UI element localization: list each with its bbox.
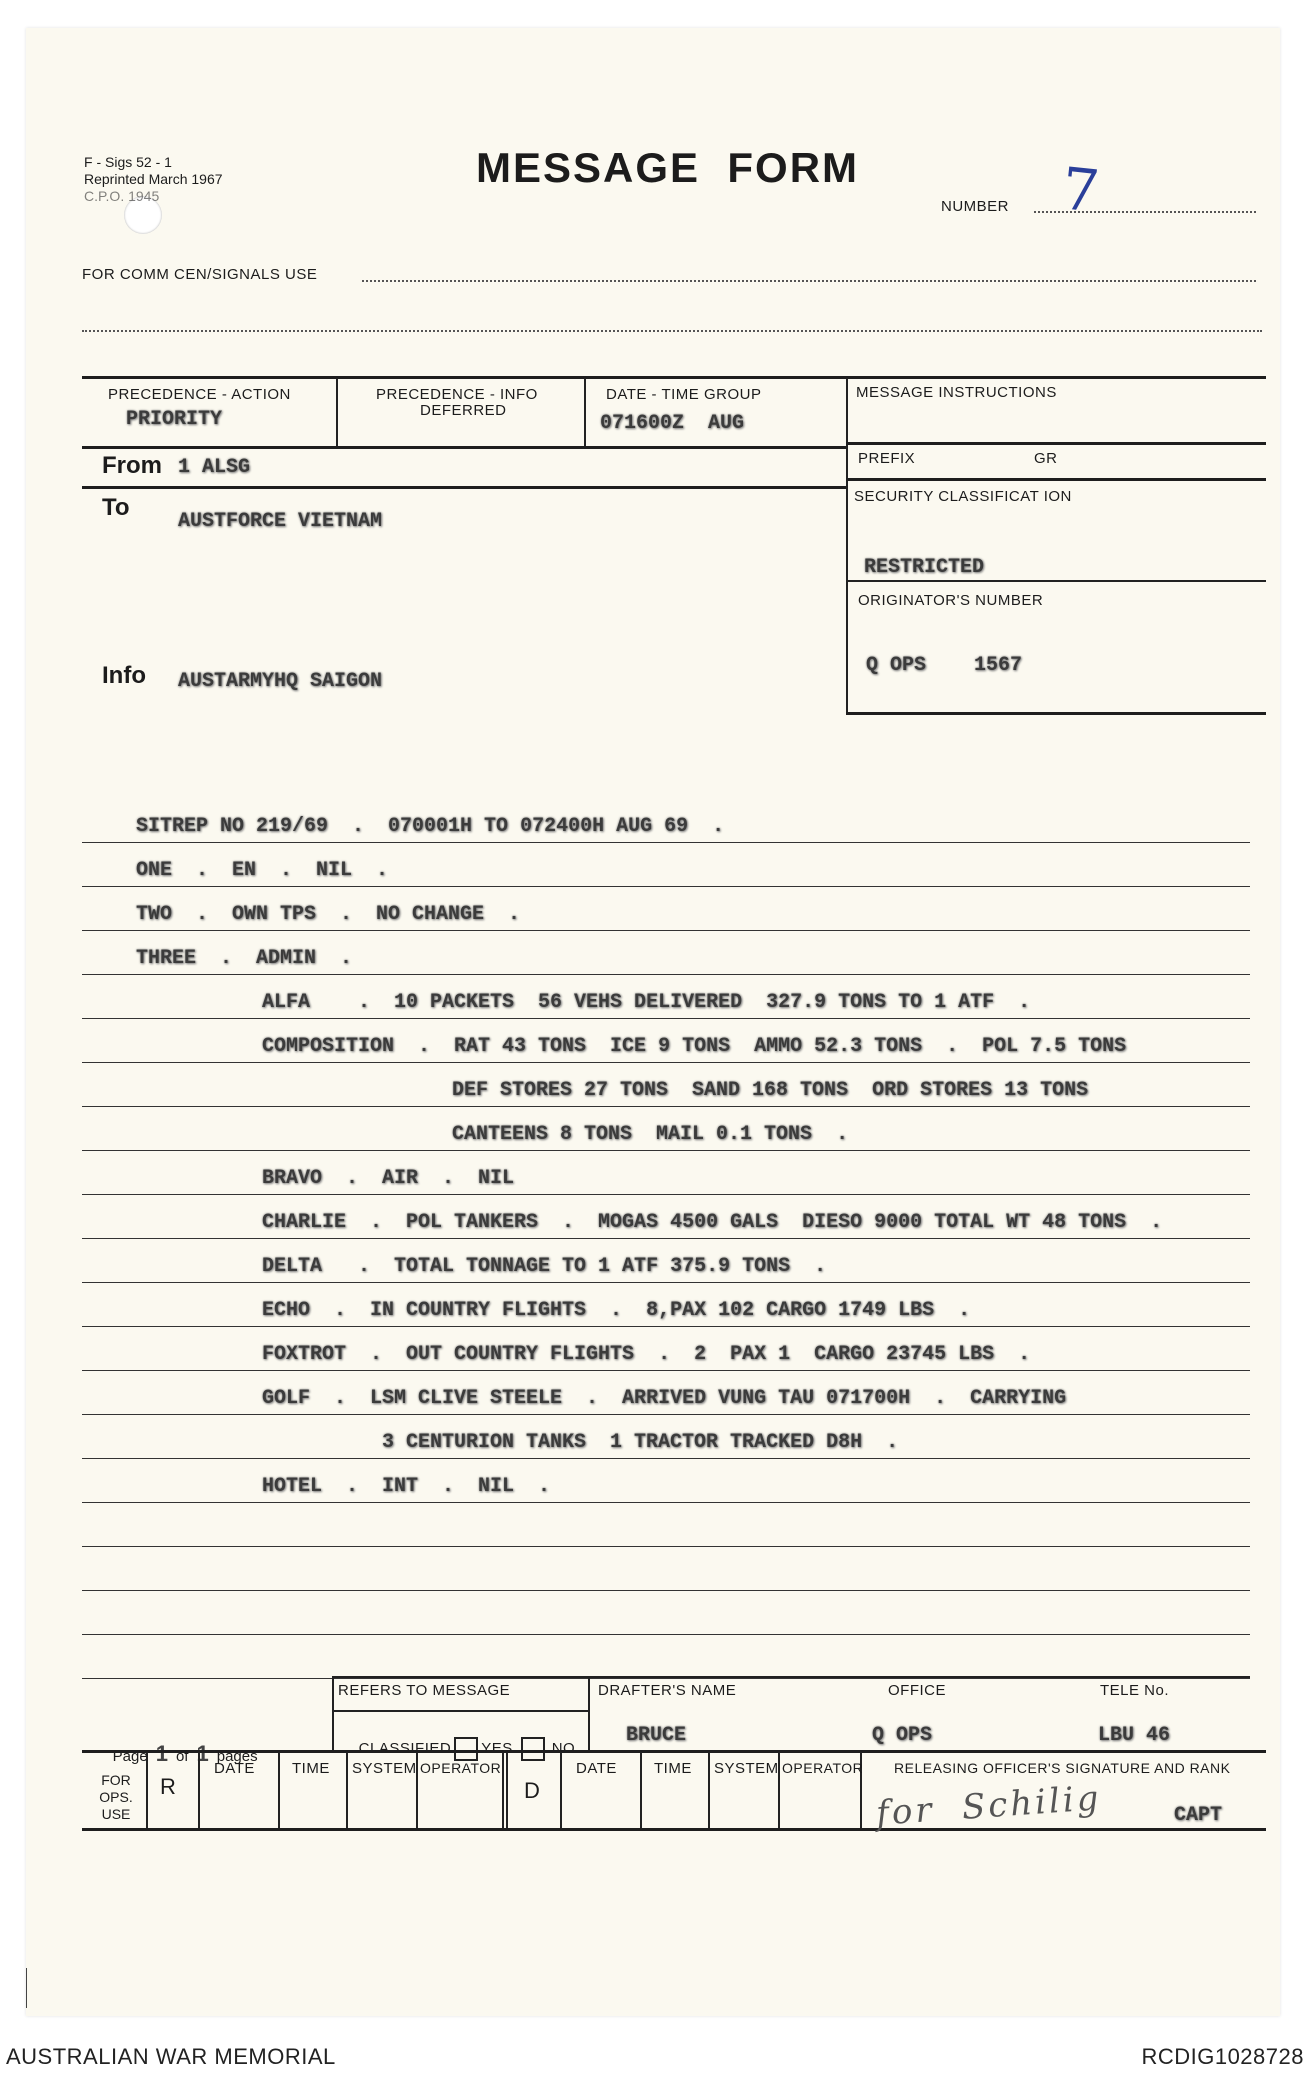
system-label-d: SYSTEM	[714, 1760, 779, 1777]
precedence-action-label: PRECEDENCE - ACTION	[108, 386, 291, 403]
to-label: To	[102, 494, 130, 521]
form-code-line2: Reprinted March 1967	[84, 171, 223, 187]
body-line-golf: GOLF . LSM CLIVE STEELE . ARRIVED VUNG TAU 071700H . CARRYING	[262, 1387, 1067, 1410]
releasing-label: RELEASING OFFICER'S SIGNATURE AND RANK	[894, 1760, 1231, 1776]
rank-value: CAPT	[1174, 1804, 1223, 1827]
refers-mid-rule	[332, 1710, 588, 1712]
body-line-sitrep: SITREP NO 219/69 . 070001H TO 072400H AUG 69 .	[136, 815, 725, 838]
prefix-bottom-rule	[846, 478, 1266, 481]
from-bottom-rule	[82, 486, 846, 489]
ruled-line	[82, 1634, 1250, 1635]
form-code	[84, 154, 223, 205]
ops-top-rule	[82, 1750, 1266, 1753]
footer-record-id: RCDIG1028728	[1141, 2044, 1304, 2069]
dtg-label: DATE - TIME GROUP	[606, 386, 762, 403]
precedence-bottom-rule	[82, 446, 846, 449]
ops-divider	[502, 1752, 504, 1828]
body-line-hotel: HOTEL . INT . NIL .	[262, 1475, 551, 1498]
body-line-charlie: CHARLIE . POL TANKERS . MOGAS 4500 GALS DIESO 9000 TOTAL WT 48 TONS .	[262, 1211, 1163, 1234]
ops-divider	[278, 1752, 280, 1828]
ruled-line	[82, 1370, 1250, 1371]
office-label: OFFICE	[888, 1682, 946, 1699]
date-label-r: DATE	[214, 1760, 255, 1777]
ruled-line	[82, 1018, 1250, 1019]
ruled-line	[82, 1238, 1250, 1239]
ruled-line	[82, 886, 1250, 887]
ops-divider	[708, 1752, 710, 1828]
refers-label: REFERS TO MESSAGE	[338, 1682, 511, 1699]
ruled-line	[82, 1458, 1250, 1459]
body-line-echo: ECHO . IN COUNTRY FLIGHTS . 8,PAX 102 CARGO 1749 LBS .	[262, 1299, 971, 1322]
security-label: SECURITY CLASSIFICAT ION	[854, 488, 1072, 505]
body-line-canteens: CANTEENS 8 TONS MAIL 0.1 TONS .	[452, 1123, 849, 1146]
security-bottom-rule	[846, 580, 1266, 582]
form-code-line3: C.P.O. 1945	[84, 188, 160, 204]
number-value: 7	[1058, 154, 1103, 226]
classified-no-checkbox[interactable]	[521, 1737, 545, 1761]
time-label-r: TIME	[292, 1760, 330, 1777]
ops-bottom-rule	[82, 1828, 1266, 1831]
originator-value: Q OPS 1567	[866, 654, 1023, 677]
precedence-action-value: PRIORITY	[126, 408, 223, 431]
ruled-line	[82, 1414, 1250, 1415]
of-word: of	[175, 1748, 189, 1765]
ruled-line	[82, 1062, 1250, 1063]
form-code-line1: F - Sigs 52 - 1	[84, 154, 172, 170]
body-line-two: TWO . OWN TPS . NO CHANGE .	[136, 903, 521, 926]
prefix-label: PREFIX	[858, 450, 916, 467]
footer-source: AUSTRALIAN WAR MEMORIAL	[6, 2044, 336, 2069]
tele-value: LBU 46	[1098, 1724, 1171, 1747]
page-number: 1	[155, 1741, 168, 1766]
ruled-line	[82, 1678, 1250, 1679]
ruled-line	[82, 1546, 1250, 1547]
date-label-d: DATE	[576, 1760, 617, 1777]
body-line-alfa: ALFA . 10 PACKETS 56 VEHS DELIVERED 327.9 TONS TO 1 ATF .	[262, 991, 1031, 1014]
ops-divider	[560, 1752, 562, 1828]
page-word: Page	[112, 1748, 148, 1765]
body-line-foxtrot: FOXTROT . OUT COUNTRY FLIGHTS . 2 PAX 1 CARGO 23745 LBS .	[262, 1343, 1031, 1366]
info-value: AUSTARMYHQ SAIGON	[178, 670, 383, 693]
ruled-line	[82, 974, 1250, 975]
body-line-bravo: BRAVO . AIR . NIL	[262, 1167, 515, 1190]
dtg-value: 071600Z AUG	[600, 412, 745, 435]
ops-divider	[198, 1752, 200, 1828]
to-value: AUSTFORCE VIETNAM	[178, 510, 383, 533]
ruled-line	[82, 1326, 1250, 1327]
ruled-line	[82, 1194, 1250, 1195]
for-ops-label: FOR OPS. USE	[99, 1772, 133, 1822]
drafter-label: DRAFTER'S NAME	[598, 1682, 737, 1699]
info-label: Info	[102, 662, 146, 689]
refers-right-divider	[588, 1676, 590, 1750]
ops-divider	[146, 1752, 148, 1828]
ops-divider	[346, 1752, 348, 1828]
body-line-def-stores: DEF STORES 27 TONS SAND 168 TONS ORD STORES 13 TONS	[452, 1079, 1089, 1102]
security-value: RESTRICTED	[864, 556, 985, 579]
drafter-value: BRUCE	[626, 1724, 687, 1747]
d-label: D	[524, 1778, 540, 1803]
body-line-tanks: 3 CENTURION TANKS 1 TRACTOR TRACKED D8H .	[382, 1431, 899, 1454]
comm-cen-line-2	[82, 330, 1262, 332]
number-label: NUMBER	[941, 198, 1010, 215]
ruled-line	[82, 1150, 1250, 1151]
col-divider-2	[584, 378, 586, 446]
ruled-line	[82, 1590, 1250, 1591]
ruled-line	[82, 1282, 1250, 1283]
body-line-three: THREE . ADMIN .	[136, 947, 353, 970]
body-line-composition: COMPOSITION . RAT 43 TONS ICE 9 TONS AMMO 52.3 TONS . POL 7.5 TONS	[262, 1035, 1127, 1058]
office-value: Q OPS	[872, 1724, 933, 1747]
paper-left-edge-mark	[26, 1968, 27, 2008]
operator-label-r: OPERATOR	[420, 1760, 502, 1776]
body-line-one: ONE . EN . NIL .	[136, 859, 389, 882]
no-label: NO	[551, 1739, 576, 1757]
ops-divider	[506, 1752, 508, 1828]
message-instructions-label: MESSAGE INSTRUCTIONS	[856, 384, 1057, 401]
operator-label-d: OPERATOR	[782, 1760, 864, 1776]
instr-bottom-rule	[846, 442, 1266, 445]
officer-signature: for Schilig	[874, 1778, 1103, 1834]
originator-bottom-rule	[846, 712, 1266, 715]
system-label-r: SYSTEM	[352, 1760, 417, 1777]
ruled-line	[82, 930, 1250, 931]
page-title: MESSAGE FORM	[476, 144, 860, 191]
yes-label: YES	[481, 1739, 513, 1757]
refers-left-divider	[332, 1676, 334, 1750]
comm-cen-label: FOR COMM CEN/SIGNALS USE	[82, 266, 318, 283]
originator-label: ORIGINATOR'S NUMBER	[858, 592, 1044, 609]
classified-label: CLASSIFIED	[358, 1739, 452, 1757]
body-line-delta: DELTA . TOTAL TONNAGE TO 1 ATF 375.9 TONS .	[262, 1255, 827, 1278]
ruled-line	[82, 842, 1250, 843]
table-top-rule	[82, 376, 1266, 379]
col-divider-1	[336, 378, 338, 446]
precedence-info-label: PRECEDENCE - INFO	[376, 386, 538, 403]
right-block-divider	[846, 378, 848, 714]
time-label-d: TIME	[654, 1760, 692, 1777]
tele-label: TELE No.	[1100, 1682, 1170, 1699]
ops-divider	[640, 1752, 642, 1828]
from-value: 1 ALSG	[178, 456, 251, 479]
page-total: 1	[196, 1741, 209, 1766]
message-form-sheet	[26, 28, 1280, 2016]
comm-cen-line-1	[362, 280, 1256, 282]
pages-word: pages	[216, 1748, 258, 1765]
ruled-line	[82, 1502, 1250, 1503]
r-label: R	[160, 1774, 176, 1799]
gr-label: GR	[1034, 450, 1058, 467]
precedence-info-sub: DEFERRED	[420, 402, 507, 419]
classified-yes-checkbox[interactable]	[454, 1737, 478, 1761]
bottom-top-rule	[332, 1676, 1250, 1678]
from-label: From	[102, 452, 162, 479]
ruled-line	[82, 1106, 1250, 1107]
